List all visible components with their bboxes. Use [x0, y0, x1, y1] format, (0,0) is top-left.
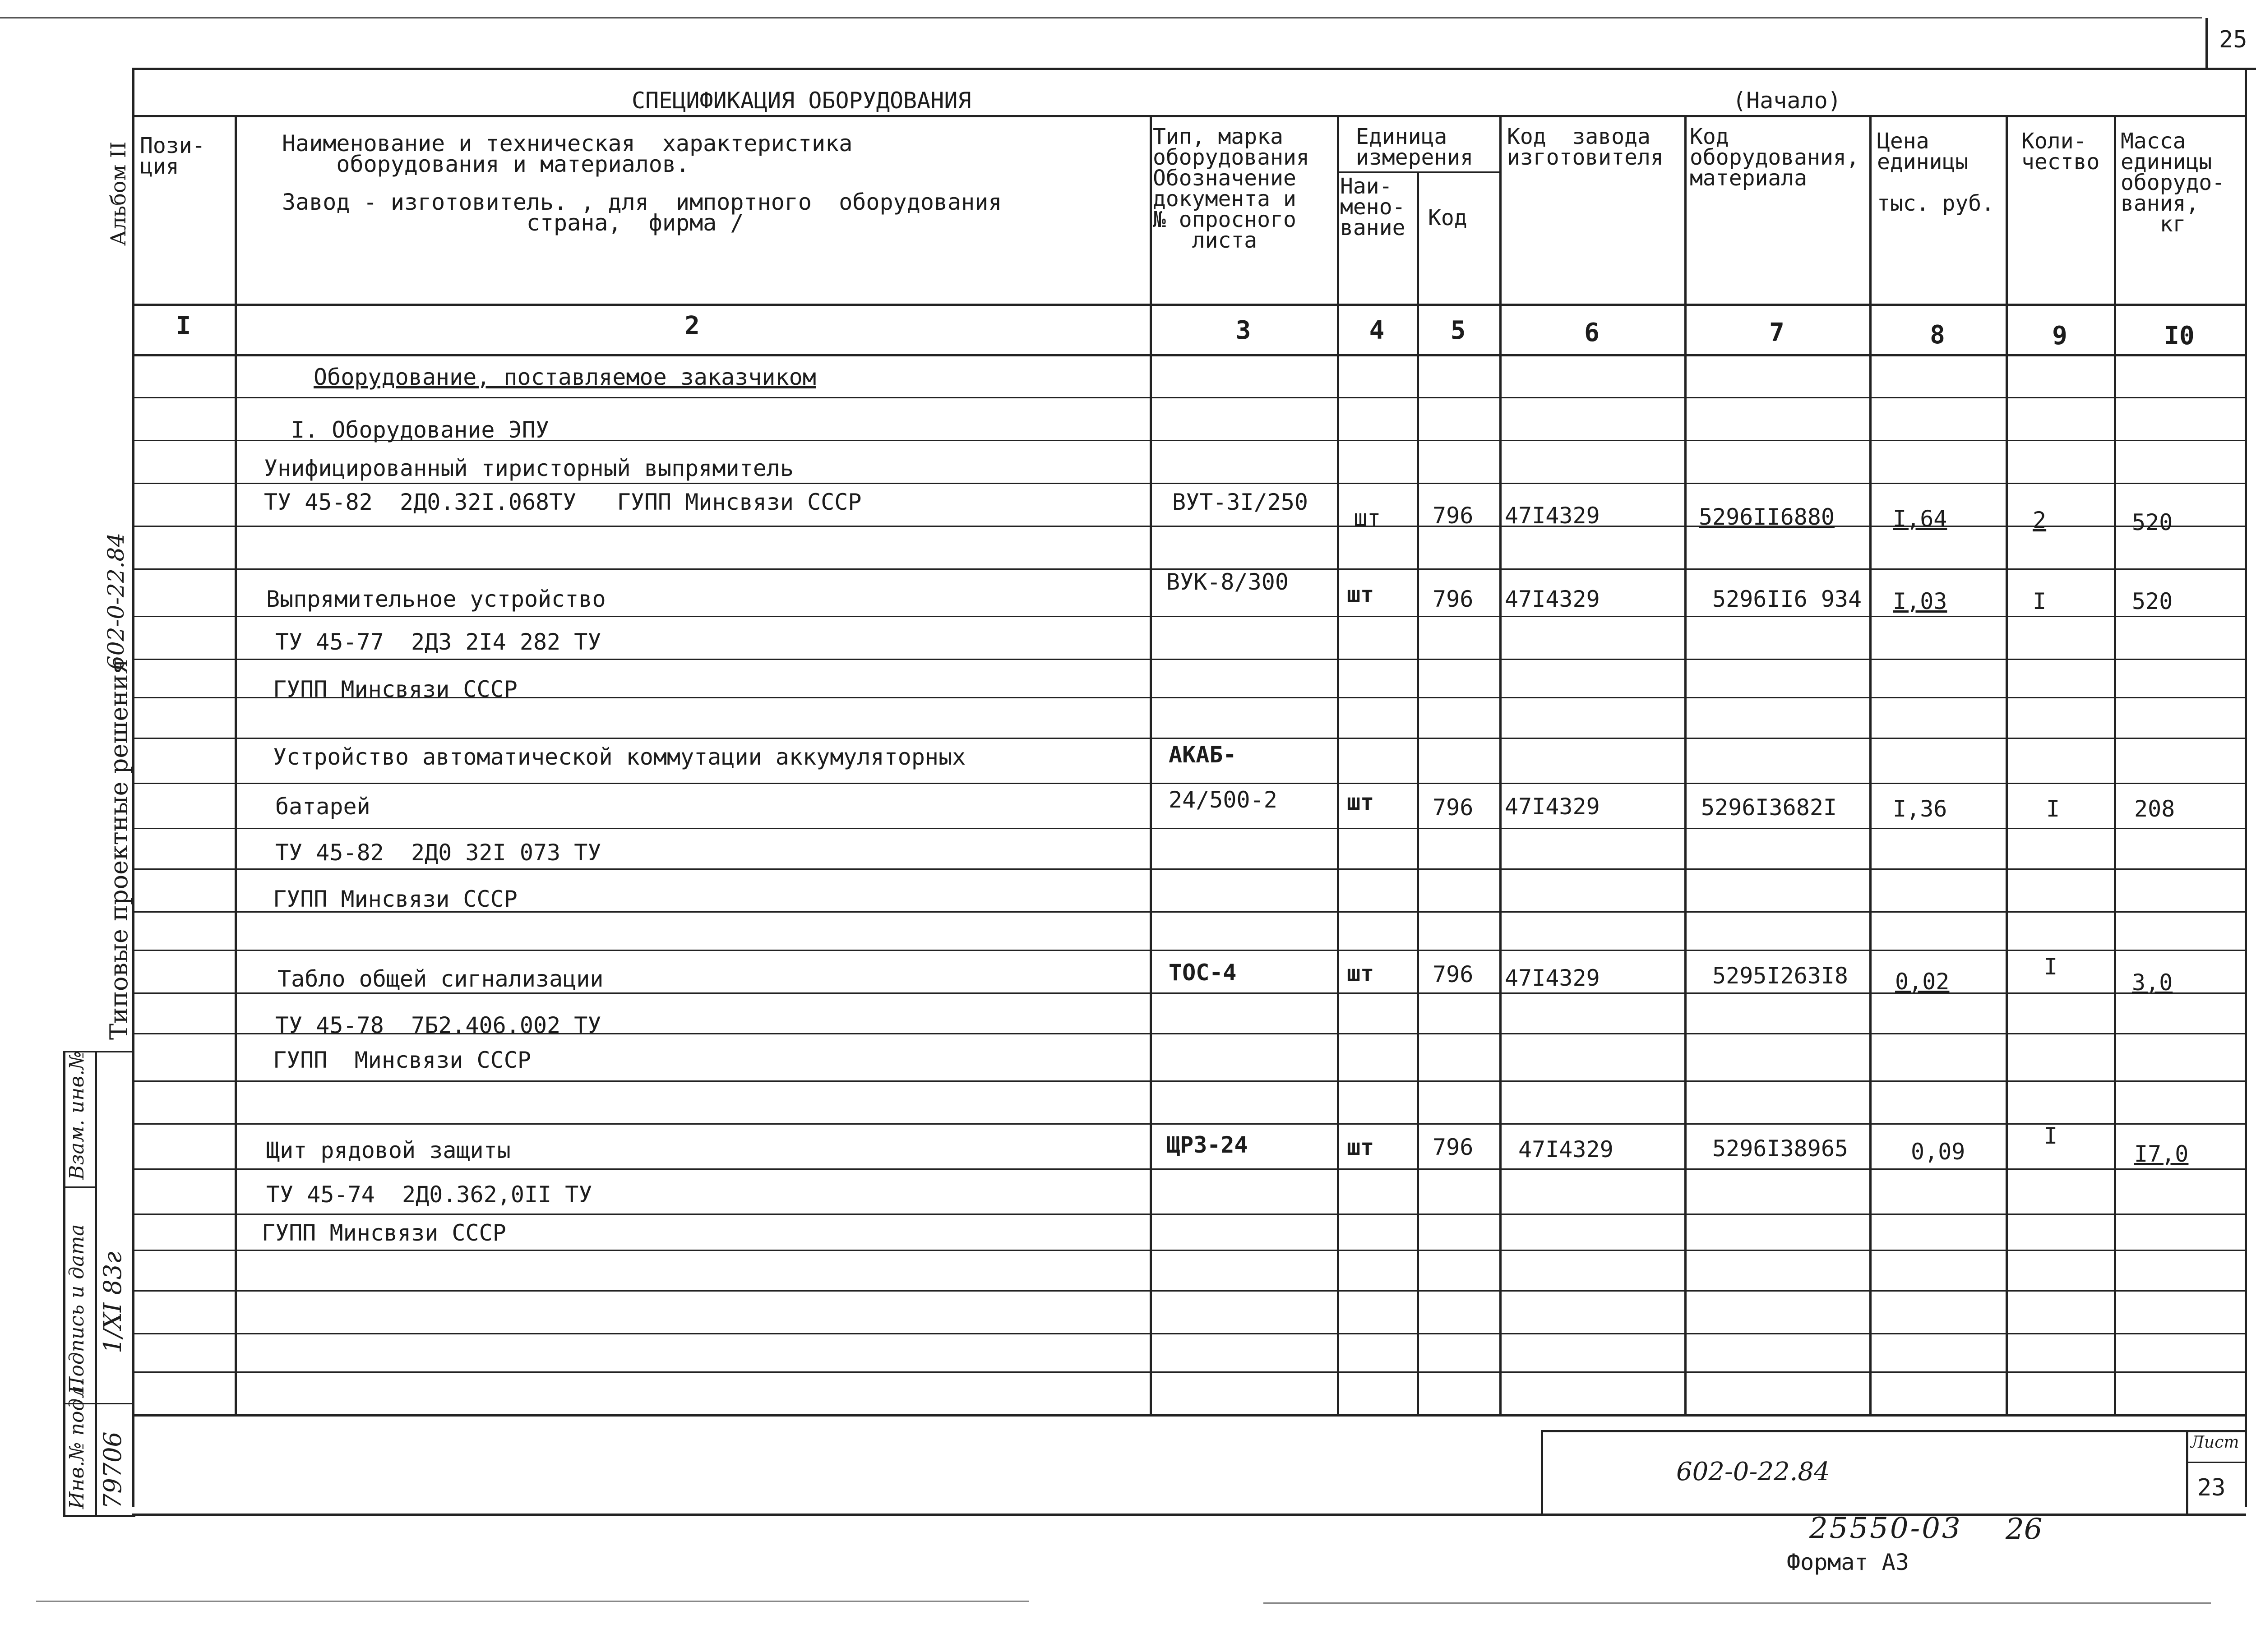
strip-inventory-value: 79706	[98, 1431, 127, 1509]
col-num-6: 6	[1584, 318, 1600, 347]
strip-signature-label: Подпись и дата	[65, 1224, 88, 1394]
row-text: ТУ 45-74 2Д0.362,0II ТУ	[266, 1181, 592, 1208]
col-num-4: 4	[1369, 316, 1385, 345]
page-title: СПЕЦИФИКАЦИЯ ОБОРУДОВАНИЯ	[632, 88, 971, 114]
row-factory-code: 47I4329	[1505, 965, 1600, 991]
strip-inventory-label: Инв.№ подл.	[65, 1379, 88, 1509]
row-price: I,36	[1893, 796, 1947, 822]
col-num-3: 3	[1235, 316, 1251, 345]
col-num-10: I0	[2164, 321, 2195, 351]
row-equipment-code: 5296I38965	[1712, 1135, 1849, 1162]
header-unit-group: Единица измерения	[1356, 124, 1474, 170]
row-equipment-code: 5296I3682I	[1701, 794, 1837, 821]
row-text: ГУПП Минсвязи СССР	[273, 1047, 531, 1073]
stamp-sheet-number: 23	[2197, 1474, 2226, 1501]
row-price: I,03	[1893, 588, 1947, 614]
row-unit: шт	[1347, 581, 1374, 608]
row-equipment-code: 5296II6 934	[1712, 586, 1862, 612]
row-type: АКАБ-	[1169, 742, 1237, 768]
title-note: (Начало)	[1733, 88, 1841, 114]
row-equipment-code: 5296II6880	[1699, 504, 1835, 530]
format-label: Формат А3	[1787, 1549, 1909, 1575]
side-code: 602-0-22.84	[103, 532, 129, 670]
strip-signature-value: 1/XI 83г	[98, 1251, 127, 1353]
row-mass: 520	[2132, 509, 2173, 535]
row-quantity: I	[2044, 954, 2058, 980]
frame-top	[132, 68, 2255, 70]
row-text: ГУПП Минсвязи СССР	[273, 886, 518, 912]
row-text: Устройство автоматической коммутации аккумуляторных	[273, 744, 966, 770]
col-num-2: 2	[684, 311, 700, 341]
stamp-code: 602-0-22.84	[1676, 1457, 1830, 1486]
header-unit-name: Наи- мено- вание	[1340, 174, 1405, 240]
header-manufacturer: Завод - изготовитель. , для импортного оборудования страна, фирма /	[282, 189, 1002, 236]
row-text: ТУ 45-78 7Б2.406.002 ТУ	[275, 1012, 601, 1038]
header-quantity: Коли- чество	[2021, 129, 2100, 175]
page-number: 25	[2219, 26, 2247, 53]
header-equipment-code: Код оборудования, материала	[1690, 124, 1859, 191]
section-heading: Оборудование, поставляемое заказчиком	[314, 364, 816, 390]
row-unit-code: 796	[1433, 961, 1474, 988]
bottom-page: 26	[2006, 1513, 2043, 1546]
row-type: ВУК-8/300	[1166, 569, 1289, 595]
side-caption: Типовые проектные решения	[105, 659, 133, 1040]
row-text: Выпрямительное устройство	[266, 586, 606, 612]
row-unit: шт	[1347, 960, 1374, 987]
strip-replace-label: Взам. инв.№	[65, 1051, 88, 1180]
header-name: Наименование и техническая характеристика оборудования и материалов.	[282, 130, 853, 177]
row-unit: шт	[1347, 789, 1374, 815]
row-unit: шт	[1347, 1134, 1374, 1160]
row-text: ГУПП Минсвязи СССР	[273, 676, 518, 702]
row-text: батарей	[275, 794, 370, 820]
col-num-1: I	[176, 311, 191, 341]
col-num-9: 9	[2052, 321, 2067, 351]
header-type: Тип, марка оборудования Обозначение документа и № опросного листа	[1153, 124, 1309, 253]
row-type: ВУТ-3I/250	[1172, 489, 1308, 515]
row-quantity: I	[2033, 588, 2047, 614]
row-price: 0,02	[1895, 969, 1950, 995]
row-mass: 520	[2132, 588, 2173, 614]
row-type: ТОС-4	[1169, 960, 1237, 986]
row-price: 0,09	[1911, 1139, 1965, 1165]
header-mass: Масса единицы оборудо- вания, кг	[2121, 129, 2225, 237]
row-price: I,64	[1893, 506, 1947, 532]
row-unit-code: 796	[1433, 586, 1474, 612]
row-type: 24/500-2	[1169, 787, 1277, 813]
row-type: ЩРЗ-24	[1166, 1132, 1248, 1158]
header-unit-code: Код	[1428, 205, 1467, 231]
row-text: ТУ 45-82 2Д0.32I.068ТУ ГУПП Минсвязи СССР	[264, 489, 862, 515]
row-unit-code: 796	[1433, 794, 1474, 821]
row-text: Табло общей сигнализации	[277, 966, 604, 992]
bottom-number: 25550-03	[1809, 1512, 1962, 1545]
subsection-heading: I. Оборудование ЭПУ	[291, 417, 549, 443]
row-quantity: I	[2046, 796, 2060, 822]
row-text: ТУ 45-77 2Д3 2I4 282 ТУ	[275, 629, 601, 655]
row-text: ТУ 45-82 2Д0 32I 073 ТУ	[275, 840, 601, 866]
row-mass: I7,0	[2134, 1141, 2189, 1167]
row-factory-code: 47I4329	[1505, 586, 1600, 612]
row-factory-code: 47I4329	[1505, 503, 1600, 529]
header-price: Цена единицы тыс. руб.	[1877, 129, 1995, 216]
row-equipment-code: 5295I263I8	[1712, 963, 1849, 989]
row-unit-code: 796	[1433, 503, 1474, 529]
album-label: Альбом II	[106, 141, 130, 246]
col-num-8: 8	[1930, 320, 1945, 350]
col-num-5: 5	[1450, 316, 1466, 345]
row-text: ГУПП Минсвязи СССР	[262, 1220, 506, 1246]
header-position: Пози- ция	[140, 133, 205, 179]
row-text: Щит рядовой защиты	[266, 1137, 511, 1163]
row-factory-code: 47I4329	[1518, 1136, 1613, 1163]
row-quantity: I	[2044, 1123, 2058, 1149]
row-unit-code: 796	[1433, 1134, 1474, 1160]
row-mass: 208	[2134, 796, 2175, 822]
row-mass: 3,0	[2132, 969, 2173, 996]
col-num-7: 7	[1769, 318, 1784, 347]
row-quantity: 2	[2033, 507, 2047, 533]
row-unit: шт	[1354, 505, 1381, 531]
stamp-sheet-label: Лист	[2191, 1433, 2239, 1452]
row-factory-code: 47I4329	[1505, 794, 1600, 820]
header-factory-code: Код завода изготовителя	[1507, 124, 1664, 170]
row-text: Унифицированный тиристорный выпрямитель	[264, 455, 794, 481]
